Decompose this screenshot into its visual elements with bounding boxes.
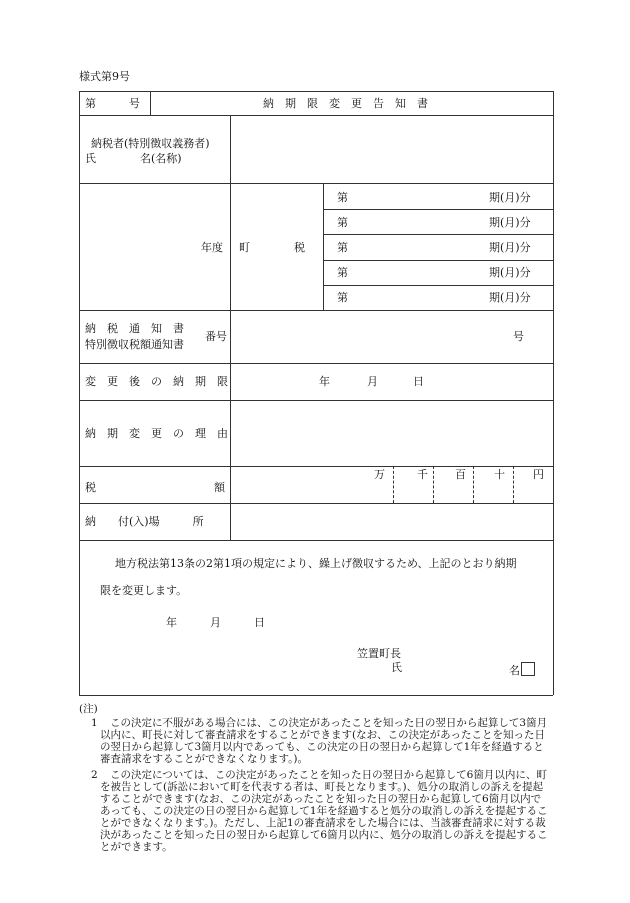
statement-line-1: 地方税法第13条の2第1項の規定により、繰上げ徴収するため、上記のとおり納期 <box>115 557 517 570</box>
issuer-name-left: 氏 <box>391 661 402 674</box>
issuer-name-right-text: 名 <box>509 664 520 677</box>
amount-unit-juu: 十 <box>494 468 505 481</box>
change-reason-label: 納 期 変 更 の 理 由 <box>85 427 228 440</box>
amount-unit-man: 万 <box>374 468 385 481</box>
period-prefix: 第 <box>337 266 348 279</box>
notice-number-suffix: 号 <box>513 330 524 343</box>
note-item-1-text: この決定に不服がある場合には、この決定があったことを知った日の翌日から起算して3箇月以内に、町長に対して審査請求をすることができます(なお、この決定があったことを知った日の翌日から起算して3箇月以内であっても、この決定の日の翌日から起算して1年を経過すると審査請求をすることができなくなります。)。 <box>100 717 548 765</box>
notice-form-table <box>79 91 553 695</box>
fiscal-year-label: 年度 <box>201 241 223 254</box>
period-suffix: 期(月)分 <box>489 241 531 254</box>
new-deadline-label: 変 更 後 の 納 期 限 <box>85 375 228 388</box>
period-prefix: 第 <box>337 216 348 229</box>
note-item-2-text: この決定については、この決定があったことを知った日の翌日から起算して6箇月以内に、町を被告として(訴訟において町を代表する者は、町長となります。)、処分の取消しの訴えを提起することができます(なお、この決定があったことを知った日の翌日から起算して6箇月以内であっても、この決定の日の翌日から起算して1年を経過すると処分の取消しの訴えを提起することができなくなります。)。ただし、上記1の審査請求をした場合には、当該審査請求に対する裁決があったことを知った日の翌日から起算して6箇月以内に、処分の取消しの訴えを提起することができます。 <box>100 769 548 853</box>
deadline-year: 年 <box>319 375 330 388</box>
notice-number-label: 番号 <box>205 330 227 343</box>
document-number-label: 第 号 <box>85 97 140 110</box>
document-title: 納 期 限 変 更 告 知 書 <box>263 97 428 110</box>
taxpayer-label: 納税者(特別徴収義務者) <box>91 137 210 150</box>
period-suffix: 期(月)分 <box>489 266 531 279</box>
note-item-2-number: 2 <box>91 769 98 781</box>
amount-unit-hyaku: 百 <box>455 468 466 481</box>
special-collection-notice-label: 特別徴収税額通知書 <box>85 338 184 351</box>
notes-heading: (注) <box>79 703 98 715</box>
seal-box <box>521 662 535 676</box>
period-prefix: 第 <box>337 241 348 254</box>
period-suffix: 期(月)分 <box>489 291 531 304</box>
issuer-name-right <box>509 662 535 676</box>
note-item-1-number: 1 <box>91 717 98 729</box>
period-prefix: 第 <box>337 191 348 204</box>
taxpayer-name-label: 氏 名(名称) <box>85 152 182 165</box>
payment-place-label: 納 付(入)場 所 <box>85 515 204 528</box>
tax-notice-label: 納 税 通 知 書 <box>85 322 184 335</box>
deadline-month: 月 <box>367 375 378 388</box>
issuer-title: 笠置町長 <box>357 647 401 660</box>
amount-unit-sen: 千 <box>417 468 428 481</box>
form-number: 様式第9号 <box>79 70 130 83</box>
town-tax-label: 町 税 <box>239 241 305 254</box>
period-suffix: 期(月)分 <box>489 216 531 229</box>
amount-unit-yen: 円 <box>533 468 544 481</box>
deadline-day: 日 <box>413 375 424 388</box>
tax-amount-label-left: 税 <box>85 481 96 494</box>
tax-amount-label-right: 額 <box>214 481 225 494</box>
period-prefix: 第 <box>337 291 348 304</box>
statement-date: 年 月 日 <box>166 616 265 629</box>
statement-line-2: 限を変更します。 <box>100 584 188 597</box>
period-suffix: 期(月)分 <box>489 191 531 204</box>
